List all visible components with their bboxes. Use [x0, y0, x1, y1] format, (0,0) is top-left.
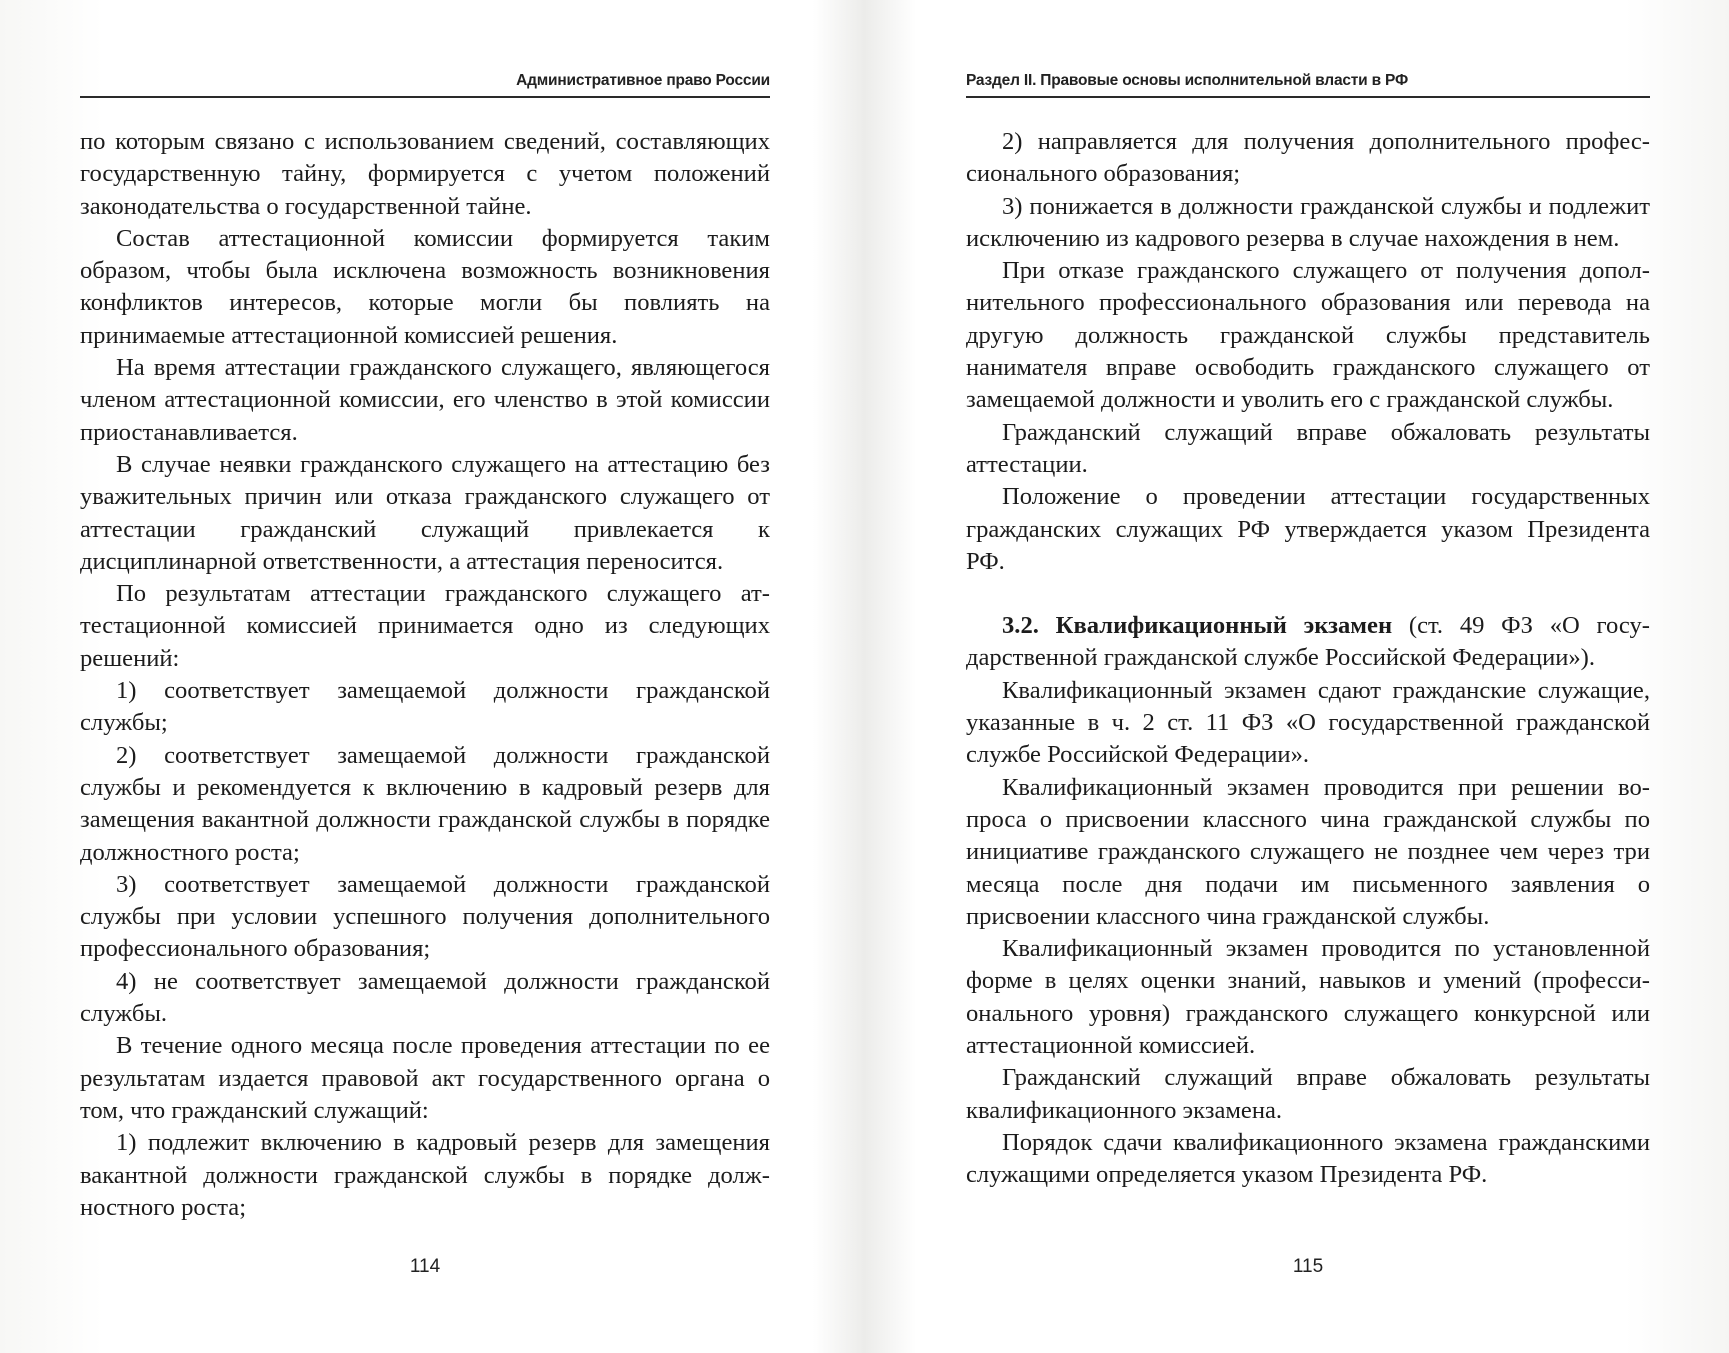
section-heading-source: (ст. 49 ФЗ «О государственной гражданской службе Российской Федерации»). — [966, 612, 1650, 672]
paragraph: На время аттестации гражданского служащего, являющегося членом аттестационной комиссии, его членство в этой комиссии приостанавливается. — [80, 354, 770, 446]
paragraph: по которым связано с использованием сведений, составляющих государственную тайну, формируется с учетом положений законодательства о государственной тайне. — [80, 128, 770, 220]
list-item: 2) соответствует замещаемой должности гражданской службы и рекомендуется к включению в кадровый резерв для замещения вакантной должности гражданской службы в порядке должностного роста; — [80, 741, 770, 866]
paragraph: Положение о проведении аттестации государственных гражданских служащих РФ утверждается указом Президента РФ. — [966, 483, 1650, 575]
paragraph: В случае неявки гражданского служащего на аттестацию без уважительных причин или отказа гражданского служащего от аттестации гражданский служащий привлекается к дисциплинарной ответственности, а аттестация переносится. — [80, 450, 770, 575]
paragraph: По результатам аттестации гражданского служащего аттестационной комиссией принимается одно из следующих решений: — [80, 580, 770, 672]
paragraph: При отказе гражданского служащего от получения дополнительного профессионального образования или перевода на другую должность гражданской службы представитель нанимателя вправе освободить гражданского служащего от замещаемой должности и уволить его с гражданской службы. — [966, 257, 1650, 414]
left-page-number: 114 — [409, 1256, 441, 1277]
paragraph: Порядок сдачи квалификационного экзамена гражданскими служащими определяется указом Президента РФ. — [966, 1128, 1650, 1189]
section-spacer — [966, 578, 1650, 610]
left-running-head: Административное право России — [80, 72, 770, 98]
list-item: 3) соответствует замещаемой должности гражданской службы при условии успешного получения дополнительного профессионального образования; — [80, 870, 770, 963]
right-running-head: Раздел II. Правовые основы исполнительной власти в РФ — [966, 72, 1650, 98]
section-heading-title: 3.2. Квалификационный экзамен — [1002, 612, 1393, 640]
list-item: 1) соответствует замещаемой должности гражданской службы; — [80, 677, 770, 737]
paragraph: В течение одного месяца после проведения аттестации по ее результатам издается правовой акт государственного органа о том, что гражданский служащий: — [80, 1032, 770, 1124]
paragraph: Гражданский служащий вправе обжаловать результаты аттестации. — [966, 418, 1650, 478]
list-item: 1) подлежит включению в кадровый резерв для замещения вакантной должности гражданской службы в порядке должностного роста; — [80, 1129, 770, 1221]
left-body-text — [80, 126, 770, 1224]
paragraph: Квалификационный экзамен проводится по установленной форме в целях оценки знаний, навыков и умений (профессионального уровня) гражданского служащего конкурсной или аттестационной комиссией. — [966, 935, 1650, 1060]
paragraph: Квалификационный экзамен сдают гражданские служащие, указанные в ч. 2 ст. 11 ФЗ «О государственной гражданской службе Российской Федерации». — [966, 676, 1650, 769]
section-heading — [966, 610, 1650, 675]
right-body-text — [966, 126, 1650, 1192]
list-item: 2) направляется для получения дополнительного профессионального образования; — [966, 128, 1650, 188]
paragraph: Состав аттестационной комиссии формируется таким образом, чтобы была исключена возможность возникновения конфликтов интересов, которые могли бы повлиять на принимаемые аттестационной комиссией решения. — [80, 224, 770, 349]
left-page — [80, 0, 770, 1353]
list-item: 4) не соответствует замещаемой должности гражданской службы. — [80, 967, 770, 1028]
paragraph: Гражданский служащий вправе обжаловать результаты квалификационного экзамена. — [966, 1064, 1650, 1124]
list-item: 3) понижается в должности гражданской службы и подлежит исключению из кадрового резерва в случае нахождения в нем. — [966, 192, 1650, 252]
right-page-number: 115 — [1292, 1256, 1324, 1277]
right-page — [966, 0, 1650, 1353]
paragraph: Квалификационный экзамен проводится при решении вопроса о присвоении классного чина гражданской службы по инициативе гражданского служащего не позднее чем через три месяца после дня подачи им письменного заявления о присвоении классного чина гражданской службы. — [966, 773, 1650, 930]
